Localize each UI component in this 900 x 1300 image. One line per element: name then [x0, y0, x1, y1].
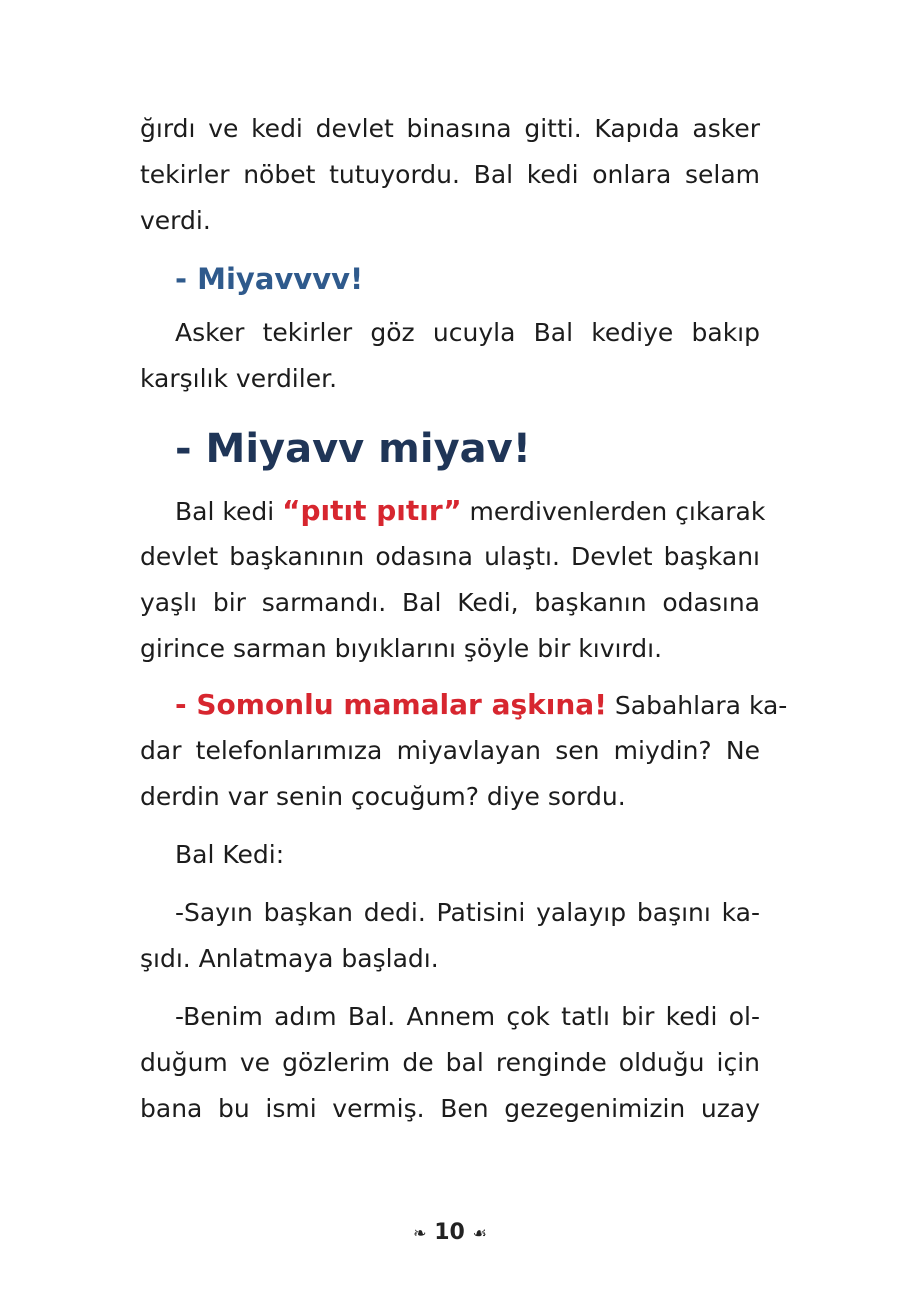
text-fragment: Bal kedi — [175, 497, 283, 526]
text-line: -Sayın başkan dedi. Patisini yalayıp başını ka- — [175, 898, 760, 927]
dialogue-shout-2 — [140, 410, 760, 488]
shout-text: - Miyavvvv! — [175, 262, 364, 296]
exclamation: - Somonlu mamalar aşkına! — [175, 688, 607, 721]
ornament-left-icon: ❧ — [413, 1223, 427, 1243]
text-line: Bal Kedi: — [175, 840, 285, 869]
dialogue-shout-1 — [140, 250, 760, 308]
text-line: duğum ve gözlerim de bal renginde olduğu için — [140, 1048, 760, 1077]
shout-text: - Miyavv miyav! — [175, 426, 531, 472]
text-line: tekirler nöbet tutuyordu. Bal kedi onlara selam — [140, 160, 760, 189]
page-number: 10 — [434, 1220, 465, 1245]
text-line: verdi. — [140, 206, 211, 235]
text-line: bana bu ismi vermiş. Ben gezegenimizin uzay — [140, 1094, 760, 1123]
text-line: ğırdı ve kedi devlet binasına gitti. Kapıda asker — [140, 114, 760, 143]
text-line: devlet başkanının odasına ulaştı. Devlet başkanı — [140, 542, 760, 571]
ornament-right-icon: ☙ — [472, 1223, 487, 1243]
text-line: girince sarman bıyıklarını şöyle bir kıvırdı. — [140, 634, 663, 663]
text-fragment: merdivenlerden çıkarak — [461, 497, 766, 526]
page-number-footer — [0, 1220, 900, 1245]
text-line: -Benim adım Bal. Annem çok tatlı bir kedi ol- — [175, 1002, 760, 1031]
sound-effect: “pıtıt pıtır” — [282, 494, 462, 527]
text-line-mixed — [140, 682, 788, 728]
page-body — [140, 106, 788, 1132]
text-line-mixed — [140, 488, 766, 534]
text-line: karşılık verdiler. — [140, 364, 338, 393]
text-line: şıdı. Anlatmaya başladı. — [140, 944, 439, 973]
text-line: dar telefonlarımıza miyavlayan sen miydin? Ne — [140, 736, 760, 765]
text-line: derdin var senin çocuğum? diye sordu. — [140, 782, 626, 811]
text-line: yaşlı bir sarmandı. Bal Kedi, başkanın odasına — [140, 588, 760, 617]
text-fragment: Sabahlara ka- — [606, 691, 788, 720]
text-line: Asker tekirler göz ucuyla Bal kediye bakıp — [175, 318, 760, 347]
